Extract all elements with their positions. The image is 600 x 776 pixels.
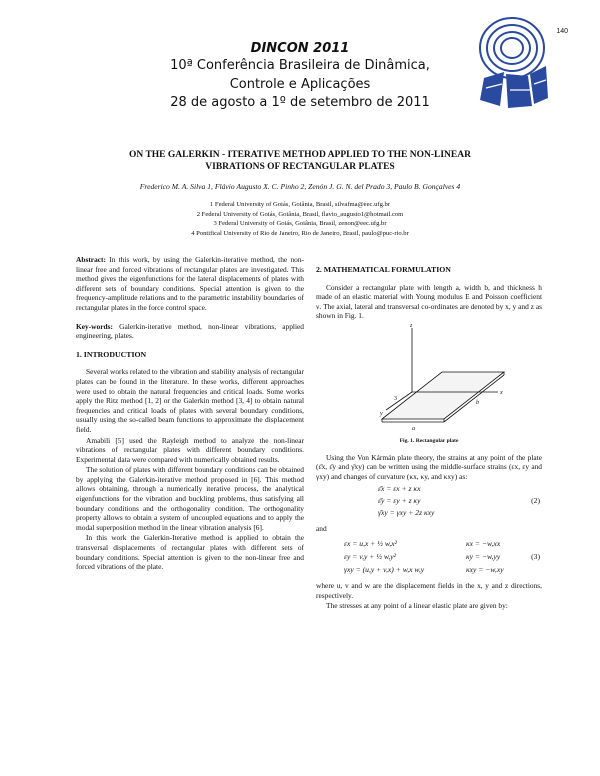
dimension-b-label: b (476, 399, 479, 406)
rectangular-plate-diagram (316, 322, 542, 435)
equation-2-line-1: ε̄x = εx + z κx (378, 484, 421, 494)
equation-3-number: (3) (531, 551, 540, 561)
left-column (76, 255, 304, 573)
abstract-label: Abstract: (76, 255, 106, 264)
equation-2-number: (2) (531, 496, 540, 506)
equation-2 (316, 482, 542, 524)
equation-3-left-1: εx = u,x + ½ w,x² (344, 538, 397, 548)
formulation-paragraph-2: Using the Von Kármán plate theory, the strains at any point of the plate (ε̄x, ε̄y and γ̄xy) can be written using the middle-surface strains (εx, εy and γxy) and changes of curvature (κx, κy, and κxy) as: (316, 452, 542, 481)
title-line-2: VIBRATIONS OF RECTANGULAR PLATES (205, 162, 395, 172)
equation-3-left-3: γxy = (u,y + v,x) + w,x w,y (344, 564, 425, 574)
equation-3-left-2: εy = v,y + ½ w,y² (344, 551, 396, 561)
authors: Frederico M. A. Silva 1, Flávio Augusto X. C. Pinho 2, Zenón J. G. N. del Prado 3, Paulo B. Gonçalves 4 (139, 182, 461, 191)
intro-paragraph-4: In this work the Galerkin-Iterative method is applied to obtain the transversal displacements of rectangular plates with different sets of boundary conditions. Special attention is given to the non-linear free and forced vibrations of the plate. (76, 533, 304, 572)
axis-y-label: y (380, 410, 383, 417)
affiliation-1: 1 Federal University of Goiás, Goiânia, Brasil, silvafma@eec.ufg.br (209, 201, 391, 208)
figure-1 (316, 322, 542, 435)
equation-3-right-1: κx = −w,xx (466, 538, 501, 548)
section-1-heading: 1. INTRODUCTION (76, 349, 147, 359)
keywords-label: Key-words: (76, 321, 113, 331)
intro-paragraph-2: Amabili [5] used the Rayleigh method to analyze the non-linear vibrations of rectangular plates with different boundary conditions. Experimental data were compared with numerically obtained results. (76, 435, 304, 464)
right-column (316, 255, 542, 612)
conference-dates: 28 de agosto a 1º de setembro de 2011 (170, 95, 430, 110)
intro-paragraph-1: Several works related to the vibration and stability analysis of rectangular plates can be found in the literature. In these works, different approaches were used to obtain the natural frequencies and critical loads. Some works apply the Ritz method [1, 2] or the Galerkin method [3, 4] to obtain natural frequencies and critical loads of plates with several boundary conditions, usually using the so-called beam functions to approximate the displacement field. (76, 367, 304, 434)
formulation-paragraph-4: The stresses at any point of a linear elastic plate are given by: (326, 601, 508, 611)
keywords-text: Galerkin-iterative method, non-linear vibrations, applied engineering, plates. (76, 321, 304, 341)
affiliations (90, 200, 510, 238)
equation-3 (316, 535, 542, 581)
dimension-a-label: a (412, 425, 415, 432)
paper-title (60, 149, 540, 173)
figure-caption: Fig. 1. Rectangular plate (399, 437, 459, 444)
equation-3-right-2: κy = −w,yy (466, 551, 501, 561)
abstract-text: In this work, by using the Galerkin-iterative method, the non-linear free and forced vibrations of rectangular plates are investigated. This method gives the eigenfunctions for the lateral displacements of plates with different sets of boundary conditions. Special attention is given to the frequency-amplitude relations and to the parametric instability boundaries of rectangular plates in the force control space. (76, 255, 304, 312)
formulation-paragraph-1: Consider a rectangular plate with length a, width b, and thickness h made of an elastic material with Young modulus E and Poisson coefficient ν. The axial, lateral and transversal co-ordinates are denoted by x, y and z as shown in Fig. 1. (316, 282, 542, 321)
conference-edition: 10ª Conferência Brasileira de Dinâmica, (170, 58, 430, 73)
title-line-1: ON THE GALERKIN - ITERATIVE METHOD APPLIED TO THE NON-LINEAR (129, 150, 471, 160)
axis-x-label: x (500, 389, 503, 396)
affiliation-4: 4 Pontifical University of Rio de Janeiro, Rio de Janeiro, Brasil, paulo@puc-rio.br (191, 229, 409, 237)
and-text: and (316, 524, 327, 534)
conference-subtitle: Controle e Aplicações (229, 77, 371, 92)
keywords (76, 322, 304, 341)
equation-2-line-3: γ̄xy = γxy + 2z κxy (378, 508, 435, 518)
figure-label-3: 3 (394, 395, 397, 402)
abstract (76, 255, 304, 313)
affiliation-2: 2 Federal University of Goiás, Goiânia, Brasil, flavio_augusto1@hotmail.com (196, 210, 404, 218)
affiliation-3: 3 Federal University of Goiás, Goiânia, Brasil, zenon@eec.ufg.br (213, 220, 387, 228)
equation-2-line-2: ε̄y = εy + z κy (378, 496, 421, 506)
axis-z-label: z (410, 322, 413, 329)
conference-name: DINCON 2011 (250, 41, 350, 56)
equation-3-right-3: κxy = −w,xy (466, 564, 504, 574)
page-number: 140 (556, 28, 568, 35)
section-2-heading: 2. MATHEMATICAL FORMULATION (316, 265, 451, 274)
formulation-paragraph-3: where u, v and w are the displacement fields in the x, y and z directions, respectively. (316, 580, 542, 600)
intro-paragraph-3: The solution of plates with different boundary conditions can be obtained by applying the Galerkin-iterative method proposed in [6]. This method allows obtaining, through a numerically iterative process, the analytical eigenfunctions for the vibration and buckling problems, thus satisfying all boundary conditions and the orthogonality condition. The orthogonality property allows to obtain a system of uncoupled equations and to apply the modal superposition method in the linear vibration analysis [6]. (76, 465, 304, 532)
